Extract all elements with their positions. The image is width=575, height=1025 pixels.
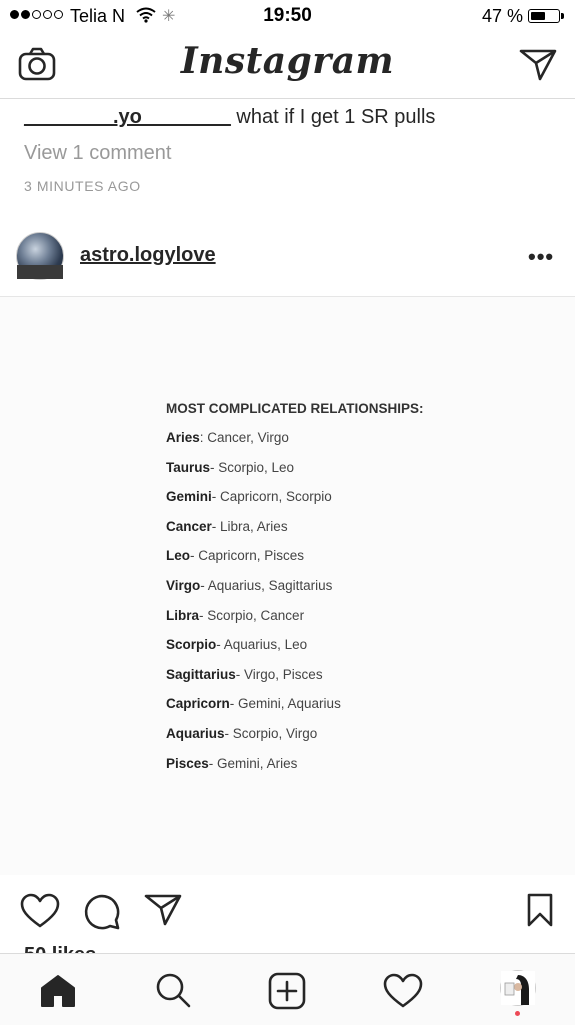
like-heart-icon[interactable] — [20, 893, 60, 929]
carrier-name: Telia N — [70, 6, 126, 26]
direct-message-icon[interactable] — [518, 48, 558, 82]
list-item: Gemini- Capricorn, Scorpio — [166, 489, 332, 505]
search-icon[interactable] — [155, 972, 191, 1008]
list-item: Sagittarius- Virgo, Pisces — [166, 666, 323, 682]
post-action-bar — [0, 885, 575, 935]
battery-icon — [528, 9, 560, 23]
status-bar — [0, 0, 575, 32]
list-item: Capricorn- Gemini, Aquarius — [166, 696, 341, 712]
post-author-username[interactable]: astro.logylove — [80, 244, 216, 266]
app-logo: Instagram — [180, 40, 395, 82]
add-post-icon[interactable] — [268, 972, 306, 1010]
activity-spinner-icon: ✳ — [162, 8, 176, 25]
caption-text: what if I get 1 SR pulls — [230, 106, 436, 128]
list-item: Aries: Cancer, Virgo — [166, 430, 289, 445]
list-item: Leo- Capricorn, Pisces — [166, 548, 305, 564]
list-item: Libra- Scorpio, Cancer — [166, 607, 305, 623]
profile-avatar-image — [501, 971, 535, 1005]
post-timestamp: 3 MINUTES AGO — [24, 178, 141, 194]
notification-dot — [515, 1011, 520, 1016]
relationship-list — [166, 428, 341, 783]
comment-bubble-icon[interactable] — [83, 892, 121, 930]
share-paper-plane-icon[interactable] — [143, 893, 183, 927]
save-bookmark-icon[interactable] — [526, 892, 554, 928]
view-comments-link[interactable]: View 1 comment — [24, 142, 172, 164]
battery-tip — [561, 13, 564, 19]
battery-percent: 47 % — [482, 6, 524, 26]
list-item: Cancer- Libra, Aries — [166, 518, 288, 534]
post-author-avatar[interactable] — [16, 232, 64, 280]
list-item: Taurus- Scorpio, Leo — [166, 459, 295, 475]
profile-avatar[interactable] — [500, 970, 536, 1006]
list-item: Pisces- Gemini, Aries — [166, 755, 298, 771]
post-caption — [24, 106, 435, 129]
activity-heart-icon[interactable] — [383, 973, 423, 1009]
status-time: 19:50 — [263, 5, 312, 26]
bottom-tab-bar — [0, 953, 575, 1025]
list-item: Scorpio- Aquarius, Leo — [166, 637, 308, 653]
list-item: Virgo- Aquarius, Sagittarius — [166, 577, 333, 593]
image-title: MOST COMPLICATED RELATIONSHIPS: — [166, 401, 424, 416]
home-icon[interactable] — [40, 974, 76, 1008]
caption-username[interactable]: ________.yo________ — [24, 106, 231, 128]
more-options-icon[interactable]: ••• — [528, 244, 555, 269]
list-item: Aquarius- Scorpio, Virgo — [166, 725, 318, 741]
app-header — [0, 32, 575, 99]
